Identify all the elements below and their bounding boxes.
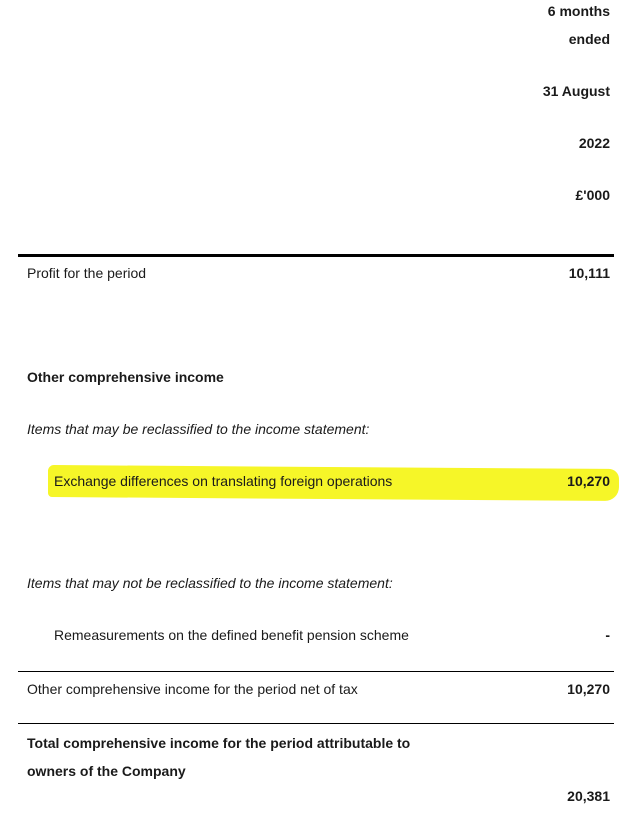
profit-label: Profit for the period <box>27 265 147 281</box>
header-period-line2: ended <box>568 31 610 47</box>
remeasurements-value: - <box>605 627 610 643</box>
header-year: 2022 <box>578 135 610 151</box>
header-period-line1: 6 months <box>547 3 610 19</box>
header-date: 31 August <box>542 83 610 99</box>
header-rule <box>18 254 614 257</box>
remeasurements-label: Remeasurements on the defined benefit pension scheme <box>54 627 409 643</box>
not-reclassified-heading: Items that may not be reclassified to the income statement: <box>27 575 393 591</box>
exchange-value: 10,270 <box>567 473 610 489</box>
total-label-line2: owners of the Company <box>27 763 186 779</box>
exchange-label: Exchange differences on translating foreign operations <box>54 473 393 489</box>
profit-value: 10,111 <box>568 265 610 281</box>
oci-net-rule <box>18 671 614 672</box>
total-value: 20,381 <box>567 788 610 804</box>
oci-net-value: 10,270 <box>567 681 610 697</box>
total-label-line1: Total comprehensive income for the period attributable to <box>27 735 411 751</box>
oci-heading: Other comprehensive income <box>27 369 224 385</box>
total-rule <box>18 723 614 724</box>
oci-net-label: Other comprehensive income for the period net of tax <box>27 681 358 697</box>
reclassified-heading: Items that may be reclassified to the income statement: <box>27 421 370 437</box>
header-unit: £'000 <box>575 187 610 203</box>
